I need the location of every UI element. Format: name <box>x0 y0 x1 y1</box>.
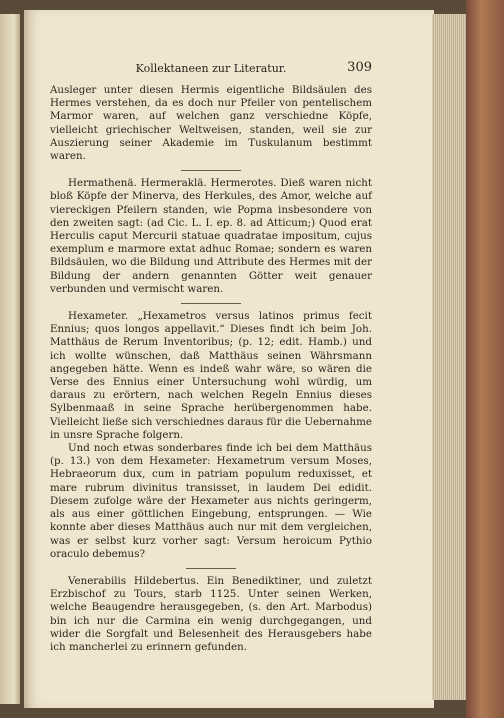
paragraph-5: Venerabilis Hildebertus. Ein Benediktiner, und zuletzt Erzbischof zu Tours, starb 1125. Unter seinen Werken, welche Beaugendre herausgegeben, (s. den Art. Marbodus) bin ich nur die Carmina ein wenig durchgegangen, und wider die Sorgfalt und Belesenheit des Herausgebers habe ich mancherlei zu erinnern gefunden. <box>50 574 372 653</box>
paragraph-4: Und noch etwas sonderbares finde ich bei dem Matthäus (p. 13.) von dem Hexameter: Hexametrum versum Moses, Hebraeorum dux, cum in patriam populum reduxisset, et mare rubrum divinitus transisset, in laudem Dei edidit. Diesem zufolge wäre der Hexameter aus nichts geringerm, als aus einer göttlichen Eingebung, entsprungen. — Wie konnte aber dieses Matthäus auch nur mit dem vergleichen, was er selbst kurz vorher sagt: Versum heroicum Pythio oraculo debemus? <box>50 442 372 560</box>
running-header <box>50 62 372 76</box>
section-divider <box>181 170 241 171</box>
paragraph-2: Hermathenä. Hermeraklä. Hermerotes. Dieß waren nicht bloß Köpfe der Minerva, des Herkules, des Amor, welche auf viereckigen Pfeilern standen, wie Popma insbesondere von den zweiten sagt: (ad Cic. L. I. ep. 8. ad Atticum;) Quod erat Herculis caput Mercurii statuae quadratae impositum, cujus exemplum e marmore extat adhuc Romae; sondern es waren Bildsäulen, wo die Bildung und Attribute des Hermes mit der Bildung der andern genannten Götter weit genauer verbunden und vermischt waren. <box>50 177 372 295</box>
page-edges <box>432 14 468 700</box>
header-title: Kollektaneen zur Literatur. <box>135 62 287 75</box>
page-body <box>50 84 372 654</box>
section-divider <box>181 303 241 304</box>
paragraph-1: Ausleger unter diesen Hermis eigentliche Bildsäulen des Hermes verstehen, da es doch nur Pfeiler von pentelischem Marmor waren, auf welchen ganz verschiedne Köpfe, vielleicht griechischer Weltweisen, standen, weil sie zur Auszierung seiner Akademie im Tuskulanum bestimmt waren. <box>50 84 372 163</box>
page-number: 309 <box>347 60 372 75</box>
paragraph-3: Hexameter. „Hexametros versus latinos primus fecit Ennius; quos longos appellavit.“ Dieses findt ich beim Joh. Matthäus de Rerum Inventoribus; (p. 12; edit. Hamb.) und ich wollte wünschen, daß Matthäus seinen Währsmann angegeben hätte. Wenn es indeß wahr wäre, so wären die Verse des Ennius einer Untersuchung wohl würdig, um daraus zu erörtern, nach welchen Regeln Ennius dieses Sylbenmaaß in seine Sprache herübergenommen habe. Vielleicht ließe sich verschiednes daraus für die Uebernahme in unsre Sprache folgern. <box>50 310 372 441</box>
facing-page-edge <box>0 14 20 704</box>
book-cover <box>466 0 504 718</box>
section-divider <box>186 568 236 569</box>
